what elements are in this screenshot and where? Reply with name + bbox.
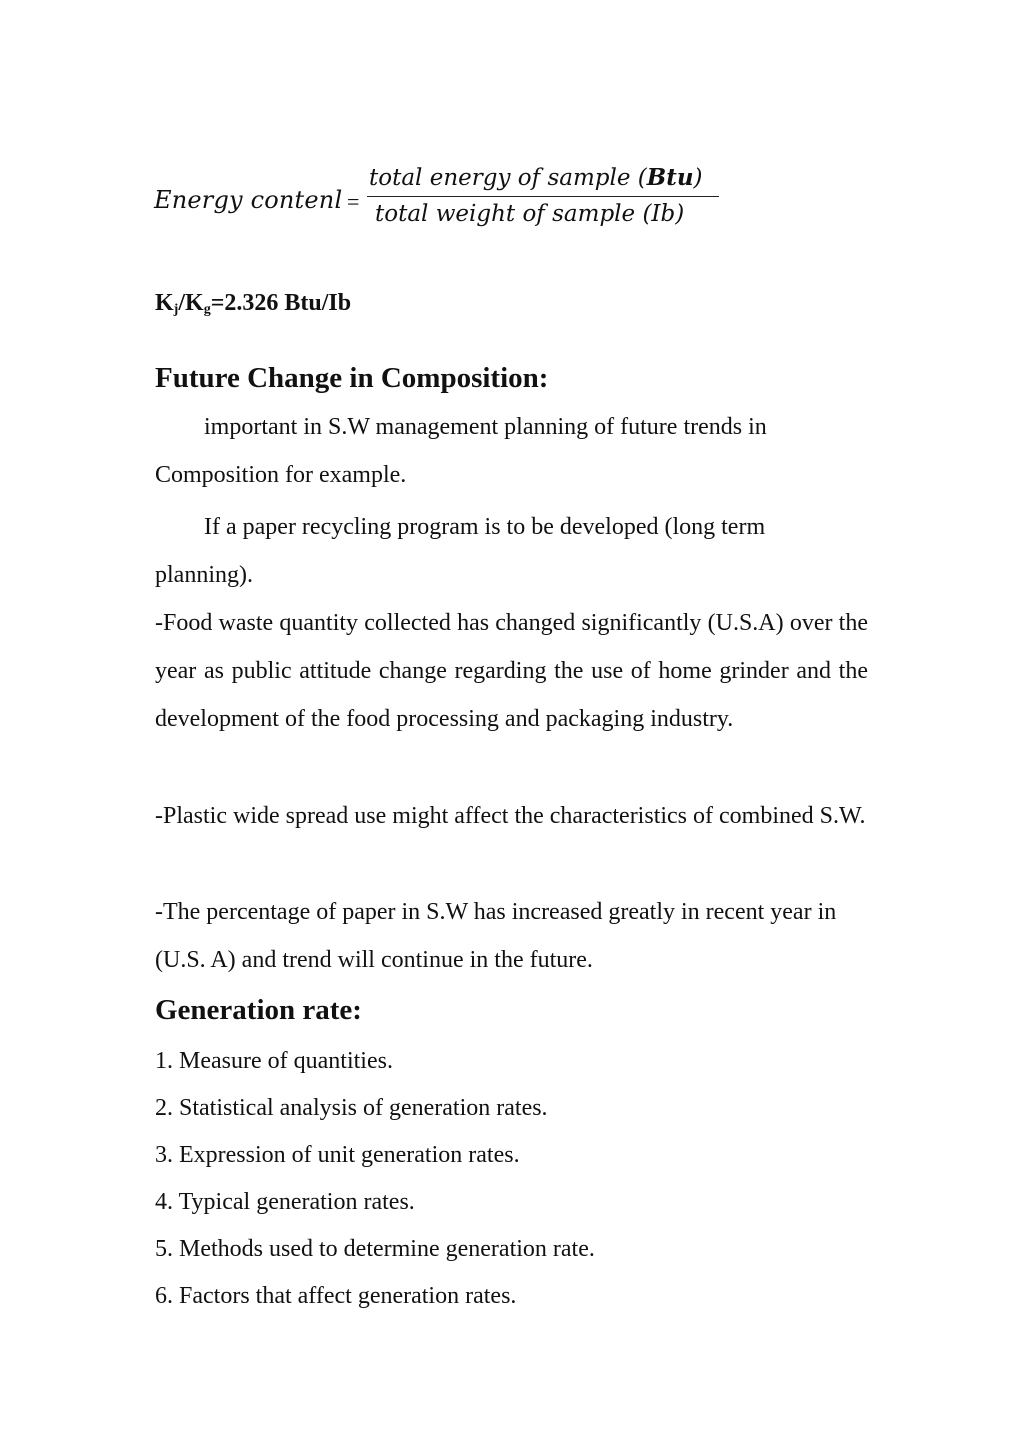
conversion-value: =2.326 Btu/Ib bbox=[210, 290, 352, 316]
list-item: 3. Expression of unit generation rates. bbox=[155, 1142, 520, 1168]
numerator-text: total energy of sample ( bbox=[369, 165, 647, 191]
numerator-close: ) bbox=[693, 165, 703, 191]
formula-equals: = bbox=[347, 189, 360, 214]
fraction-bar bbox=[367, 196, 719, 197]
numerator-unit: Btu bbox=[646, 164, 694, 191]
formula-lhs: Energy contenl bbox=[154, 186, 343, 214]
list-item: 4. Typical generation rates. bbox=[155, 1189, 415, 1215]
formula-fraction bbox=[367, 164, 719, 227]
list-item: 1. Measure of quantities. bbox=[155, 1048, 393, 1074]
conversion-sub1: j bbox=[173, 302, 179, 317]
paragraph-paper: -The percentage of paper in S.W has increased greatly in recent year in (U.S. A) and trend will continue in the future. bbox=[155, 899, 837, 973]
formula-denominator: total weigℎt of sample (Ib) bbox=[375, 201, 685, 227]
conversion-slash: /K bbox=[178, 290, 204, 316]
list-item: 2. Statistical analysis of generation rates. bbox=[155, 1095, 548, 1121]
conversion-factor bbox=[155, 290, 351, 318]
section-heading-composition: Future Change in Composition: bbox=[155, 362, 549, 394]
formula-numerator bbox=[367, 164, 719, 191]
paragraph-plastic: -Plastic wide spread use might affect the characteristics of combined S.W. bbox=[155, 803, 866, 829]
paragraph-recycling: If a paper recycling program is to be developed (long term planning). bbox=[155, 514, 766, 588]
conversion-sub2: g bbox=[203, 302, 211, 317]
section-heading-generation: Generation rate: bbox=[155, 994, 362, 1026]
paragraph-food-waste: -Food waste quantity collected has changed significantly (U.S.A) over the year as public attitude change regarding the use of home grinder and the development of the food processing and packaging industry. bbox=[155, 610, 868, 732]
list-item: 6. Factors that affect generation rates. bbox=[155, 1283, 517, 1309]
paragraph-planning: important in S.W management planning of future trends in Composition for example. bbox=[155, 414, 767, 488]
conversion-k1: K bbox=[155, 290, 174, 316]
energy-content-formula bbox=[154, 164, 734, 244]
list-item: 5. Methods used to determine generation rate. bbox=[155, 1236, 595, 1262]
